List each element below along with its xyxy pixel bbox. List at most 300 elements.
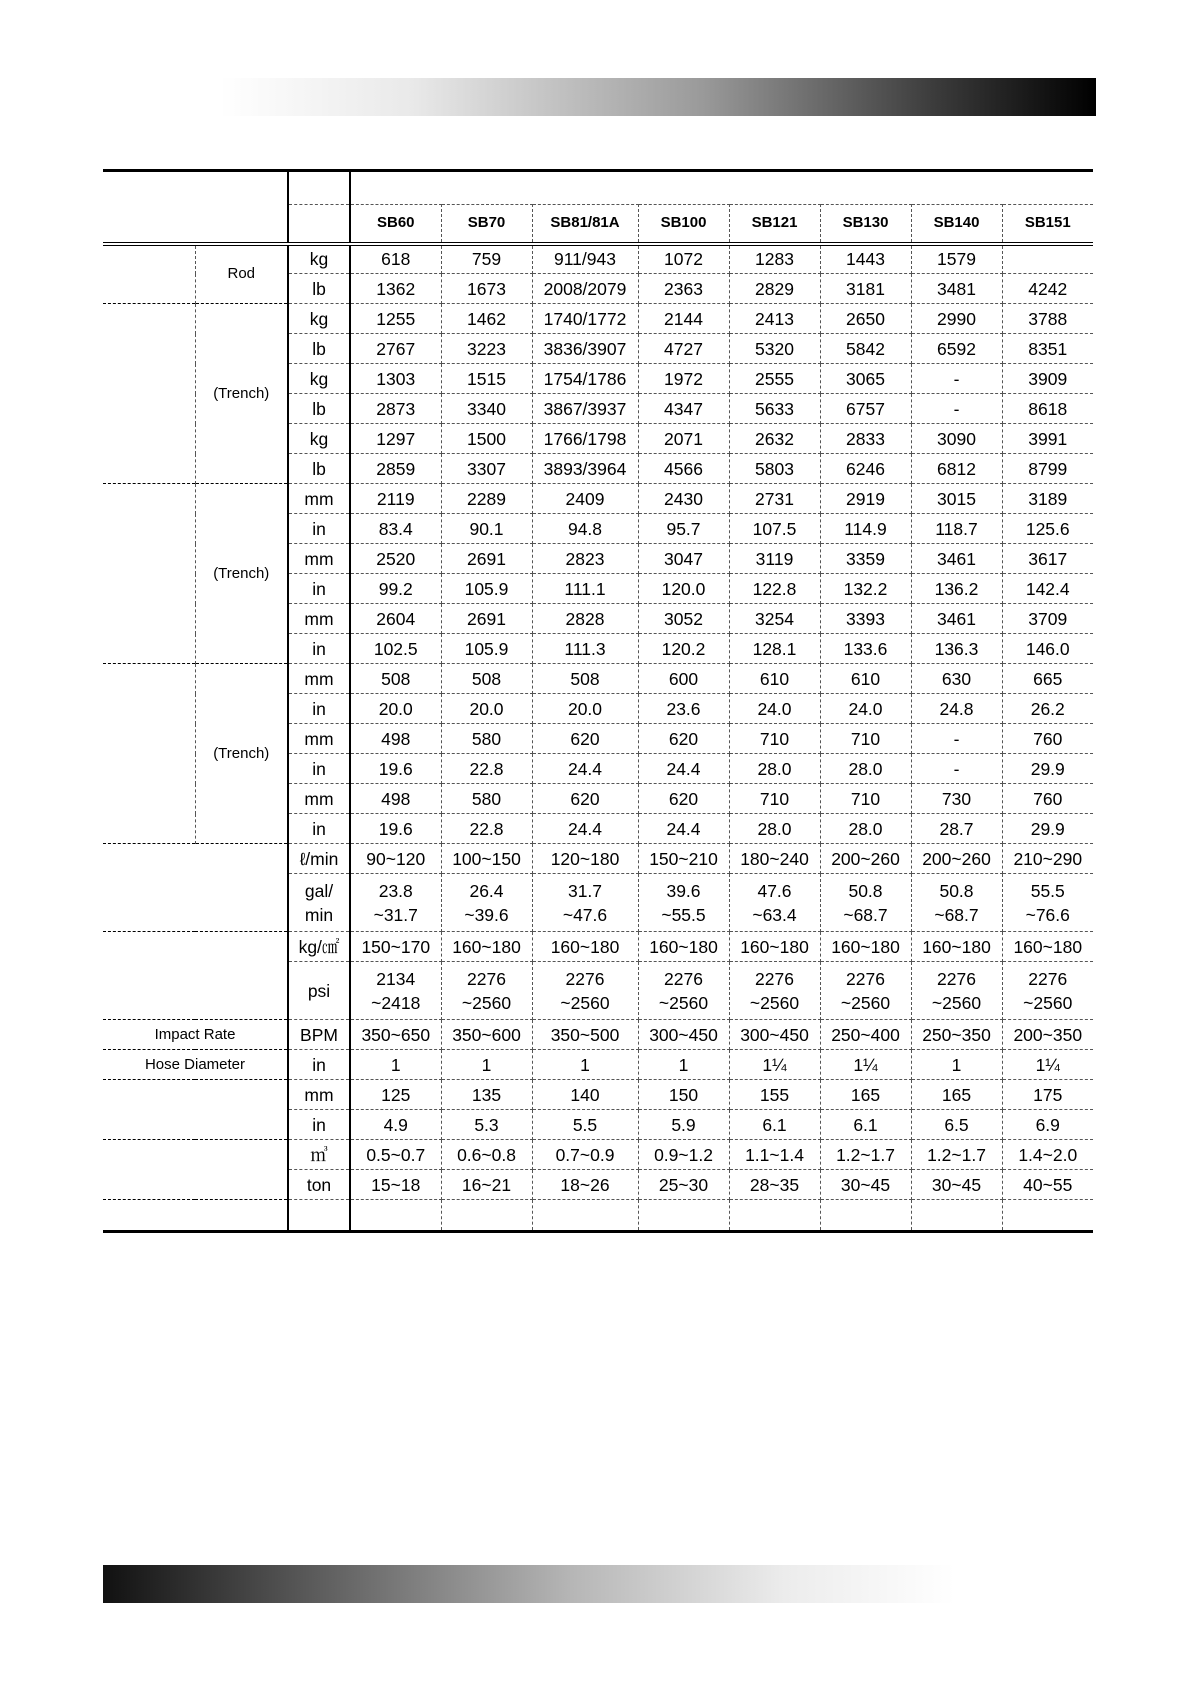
- value-cell: 3254: [729, 604, 820, 634]
- value-cell: 8799: [1002, 454, 1093, 484]
- value-cell: 0.7~0.9: [532, 1140, 638, 1170]
- value-cell: 120~180: [532, 844, 638, 874]
- spec-row: [103, 1080, 1093, 1110]
- value-cell: 8351: [1002, 334, 1093, 364]
- footer-cell: [441, 1200, 532, 1232]
- value-cell: 102.5: [350, 634, 441, 664]
- value-cell: 22.8: [441, 814, 532, 844]
- value-cell: 2276 ~2560: [820, 962, 911, 1020]
- unit-cell: mm: [288, 604, 350, 634]
- value-cell: 19.6: [350, 754, 441, 784]
- value-cell: 610: [820, 664, 911, 694]
- spec-row: [103, 784, 1093, 814]
- category-cell: [103, 484, 195, 664]
- value-cell: 3481: [911, 274, 1002, 304]
- value-cell: 2134 ~2418: [350, 962, 441, 1020]
- value-cell: 1500: [441, 424, 532, 454]
- unit-cell: kg: [288, 364, 350, 394]
- value-cell: -: [911, 394, 1002, 424]
- value-cell: 6.9: [1002, 1110, 1093, 1140]
- spec-row: [103, 1140, 1093, 1170]
- value-cell: 28.0: [729, 814, 820, 844]
- value-cell: 24.0: [729, 694, 820, 724]
- unit-cell: mm: [288, 724, 350, 754]
- value-cell: 200~260: [911, 844, 1002, 874]
- spec-row: [103, 544, 1093, 574]
- model-header: SB100: [638, 205, 729, 244]
- value-cell: 620: [638, 724, 729, 754]
- value-cell: 90.1: [441, 514, 532, 544]
- trench-label: (Trench): [195, 544, 288, 604]
- header-unit-blank: [288, 171, 350, 205]
- value-cell: 20.0: [441, 694, 532, 724]
- value-cell: 2873: [350, 394, 441, 424]
- model-header: SB130: [820, 205, 911, 244]
- value-cell: 2409: [532, 484, 638, 514]
- value-cell: 125: [350, 1080, 441, 1110]
- value-cell: 508: [532, 664, 638, 694]
- value-cell: 1754/1786: [532, 364, 638, 394]
- value-cell: 600: [638, 664, 729, 694]
- value-cell: 155: [729, 1080, 820, 1110]
- rod-label: Rod: [195, 244, 288, 304]
- unit-cell: kg: [288, 424, 350, 454]
- value-cell: 6812: [911, 454, 1002, 484]
- value-cell: 1: [911, 1050, 1002, 1080]
- value-cell: 122.8: [729, 574, 820, 604]
- value-cell: 2823: [532, 544, 638, 574]
- unit-cell: lb: [288, 454, 350, 484]
- sub-cell: [195, 664, 288, 724]
- value-cell: 136.2: [911, 574, 1002, 604]
- footer-cell: [911, 1200, 1002, 1232]
- value-cell: 23.6: [638, 694, 729, 724]
- unit-cell: in: [288, 514, 350, 544]
- value-cell: 30~45: [820, 1170, 911, 1200]
- value-cell: 3788: [1002, 304, 1093, 334]
- value-cell: 4566: [638, 454, 729, 484]
- category-cell: [103, 1140, 288, 1200]
- sub-cell: [195, 784, 288, 844]
- value-cell: 1¼: [1002, 1050, 1093, 1080]
- value-cell: 4242: [1002, 274, 1093, 304]
- value-cell: 26.4 ~39.6: [441, 874, 532, 932]
- value-cell: 350~650: [350, 1020, 441, 1050]
- value-cell: 5842: [820, 334, 911, 364]
- spec-row: [103, 304, 1093, 334]
- value-cell: 150~170: [350, 932, 441, 962]
- unit-cell: mm: [288, 544, 350, 574]
- value-cell: 24.4: [638, 754, 729, 784]
- category-cell: [103, 932, 288, 1020]
- value-cell: 3307: [441, 454, 532, 484]
- value-cell: 580: [441, 784, 532, 814]
- value-cell: 300~450: [638, 1020, 729, 1050]
- category-cell: [103, 1080, 288, 1140]
- value-cell: 200~350: [1002, 1020, 1093, 1050]
- model-header: SB140: [911, 205, 1002, 244]
- value-cell: -: [911, 724, 1002, 754]
- value-cell: 580: [441, 724, 532, 754]
- value-cell: 18~26: [532, 1170, 638, 1200]
- value-cell: 2691: [441, 544, 532, 574]
- value-cell: 2289: [441, 484, 532, 514]
- value-cell: 20.0: [532, 694, 638, 724]
- value-cell: 0.9~1.2: [638, 1140, 729, 1170]
- value-cell: 5320: [729, 334, 820, 364]
- header-cat: [103, 205, 288, 244]
- value-cell: 39.6 ~55.5: [638, 874, 729, 932]
- value-cell: 6246: [820, 454, 911, 484]
- value-cell: 2008/2079: [532, 274, 638, 304]
- spec-row: [103, 604, 1093, 634]
- value-cell: 24.4: [532, 814, 638, 844]
- value-cell: 3223: [441, 334, 532, 364]
- value-cell: 90~120: [350, 844, 441, 874]
- value-cell: 24.4: [638, 814, 729, 844]
- value-cell: 3393: [820, 604, 911, 634]
- value-cell: 350~500: [532, 1020, 638, 1050]
- value-cell: -: [911, 364, 1002, 394]
- value-cell: 1515: [441, 364, 532, 394]
- value-cell: 29.9: [1002, 814, 1093, 844]
- category-cell: [103, 664, 195, 844]
- value-cell: 135: [441, 1080, 532, 1110]
- value-cell: 710: [820, 724, 911, 754]
- spec-row: [103, 844, 1093, 874]
- value-cell: 2555: [729, 364, 820, 394]
- category-cell: [103, 304, 195, 484]
- value-cell: 160~180: [729, 932, 820, 962]
- value-cell: 6592: [911, 334, 1002, 364]
- unit-cell: gal/ min: [288, 874, 350, 932]
- unit-cell: lb: [288, 334, 350, 364]
- value-cell: 3709: [1002, 604, 1093, 634]
- value-cell: 250~350: [911, 1020, 1002, 1050]
- unit-cell: psi: [288, 962, 350, 1020]
- value-cell: 1: [350, 1050, 441, 1080]
- model-header: SB60: [350, 205, 441, 244]
- sub-cell: [195, 424, 288, 484]
- value-cell: 114.9: [820, 514, 911, 544]
- value-cell: 1: [638, 1050, 729, 1080]
- value-cell: 107.5: [729, 514, 820, 544]
- value-cell: 99.2: [350, 574, 441, 604]
- value-cell: 1.2~1.7: [820, 1140, 911, 1170]
- value-cell: 250~400: [820, 1020, 911, 1050]
- footer-cell: [729, 1200, 820, 1232]
- value-cell: 28.7: [911, 814, 1002, 844]
- value-cell: 1¼: [729, 1050, 820, 1080]
- unit-cell: ㎥: [288, 1140, 350, 1170]
- value-cell: 105.9: [441, 634, 532, 664]
- value-cell: 1.4~2.0: [1002, 1140, 1093, 1170]
- value-cell: 24.0: [820, 694, 911, 724]
- value-cell: 28.0: [820, 814, 911, 844]
- value-cell: 3893/3964: [532, 454, 638, 484]
- value-cell: 142.4: [1002, 574, 1093, 604]
- value-cell: 31.7 ~47.6: [532, 874, 638, 932]
- sub-cell: [195, 604, 288, 664]
- footer-blank: [103, 1200, 288, 1232]
- value-cell: 28~35: [729, 1170, 820, 1200]
- value-cell: 6.1: [729, 1110, 820, 1140]
- unit-cell: in: [288, 574, 350, 604]
- value-cell: 3340: [441, 394, 532, 424]
- value-cell: 2276 ~2560: [441, 962, 532, 1020]
- value-cell: 23.8 ~31.7: [350, 874, 441, 932]
- value-cell: 50.8 ~68.7: [820, 874, 911, 932]
- value-cell: 120.0: [638, 574, 729, 604]
- value-cell: 2604: [350, 604, 441, 634]
- value-cell: 1: [441, 1050, 532, 1080]
- category-cell: [103, 844, 288, 932]
- value-cell: 2363: [638, 274, 729, 304]
- value-cell: 2430: [638, 484, 729, 514]
- value-cell: 730: [911, 784, 1002, 814]
- value-cell: 2828: [532, 604, 638, 634]
- sub-cell: [195, 304, 288, 364]
- value-cell: 15~18: [350, 1170, 441, 1200]
- header-unit: [288, 205, 350, 244]
- value-cell: 1255: [350, 304, 441, 334]
- value-cell: 710: [820, 784, 911, 814]
- value-cell: 3867/3937: [532, 394, 638, 424]
- value-cell: 160~180: [820, 932, 911, 962]
- value-cell: 1.1~1.4: [729, 1140, 820, 1170]
- footer-unit-blank: [288, 1200, 350, 1232]
- value-cell: 2276 ~2560: [638, 962, 729, 1020]
- unit-cell: kg/㎠: [288, 932, 350, 962]
- value-cell: 3189: [1002, 484, 1093, 514]
- value-cell: 8618: [1002, 394, 1093, 424]
- value-cell: 125.6: [1002, 514, 1093, 544]
- value-cell: 1443: [820, 244, 911, 274]
- model-header: SB81/81A: [532, 205, 638, 244]
- value-cell: 2833: [820, 424, 911, 454]
- footer-cell: [638, 1200, 729, 1232]
- value-cell: 710: [729, 724, 820, 754]
- value-cell: 2520: [350, 544, 441, 574]
- model-header: SB70: [441, 205, 532, 244]
- value-cell: 118.7: [911, 514, 1002, 544]
- unit-cell: kg: [288, 244, 350, 274]
- unit-cell: lb: [288, 274, 350, 304]
- top-gradient-band: [220, 78, 1096, 116]
- spec-row: [103, 1050, 1093, 1080]
- sub-cell: [195, 484, 288, 544]
- value-cell: 1¼: [820, 1050, 911, 1080]
- value-cell: 128.1: [729, 634, 820, 664]
- value-cell: 111.3: [532, 634, 638, 664]
- value-cell: 3617: [1002, 544, 1093, 574]
- spec-row: [103, 932, 1093, 962]
- spec-row: [103, 724, 1093, 754]
- unit-cell: BPM: [288, 1020, 350, 1050]
- spec-row: [103, 424, 1093, 454]
- value-cell: 150: [638, 1080, 729, 1110]
- unit-cell: mm: [288, 784, 350, 814]
- value-cell: 50.8 ~68.7: [911, 874, 1002, 932]
- value-cell: 3461: [911, 544, 1002, 574]
- value-cell: 94.8: [532, 514, 638, 544]
- value-cell: 710: [729, 784, 820, 814]
- value-cell: 508: [441, 664, 532, 694]
- value-cell: 105.9: [441, 574, 532, 604]
- value-cell: 22.8: [441, 754, 532, 784]
- category-cell: [103, 244, 195, 304]
- value-cell: 146.0: [1002, 634, 1093, 664]
- value-cell: 24.4: [532, 754, 638, 784]
- spec-table: [103, 169, 1093, 1233]
- unit-cell: in: [288, 1050, 350, 1080]
- value-cell: 133.6: [820, 634, 911, 664]
- model-header: SB121: [729, 205, 820, 244]
- spec-row: [103, 484, 1093, 514]
- value-cell: 3015: [911, 484, 1002, 514]
- value-cell: 100~150: [441, 844, 532, 874]
- value-cell: 0.6~0.8: [441, 1140, 532, 1170]
- value-cell: 160~180: [638, 932, 729, 962]
- value-cell: 175: [1002, 1080, 1093, 1110]
- value-cell: 20.0: [350, 694, 441, 724]
- value-cell: 665: [1002, 664, 1093, 694]
- model-header: SB151: [1002, 205, 1093, 244]
- header-title-blank: [350, 171, 1093, 205]
- value-cell: 760: [1002, 784, 1093, 814]
- value-cell: 4.9: [350, 1110, 441, 1140]
- value-cell: 2859: [350, 454, 441, 484]
- value-cell: 160~180: [1002, 932, 1093, 962]
- value-cell: 210~290: [1002, 844, 1093, 874]
- value-cell: 160~180: [441, 932, 532, 962]
- value-cell: 25~30: [638, 1170, 729, 1200]
- value-cell: 1: [532, 1050, 638, 1080]
- value-cell: 6.5: [911, 1110, 1002, 1140]
- value-cell: 2650: [820, 304, 911, 334]
- spec-row: [103, 1020, 1093, 1050]
- value-cell: 1462: [441, 304, 532, 334]
- unit-cell: in: [288, 694, 350, 724]
- value-cell: 28.0: [729, 754, 820, 784]
- header-blank: [103, 171, 288, 205]
- unit-cell: ℓ/min: [288, 844, 350, 874]
- unit-cell: in: [288, 814, 350, 844]
- value-cell: 24.8: [911, 694, 1002, 724]
- value-cell: 2691: [441, 604, 532, 634]
- unit-cell: lb: [288, 394, 350, 424]
- value-cell: 19.6: [350, 814, 441, 844]
- value-cell: 30~45: [911, 1170, 1002, 1200]
- spec-row: [103, 364, 1093, 394]
- value-cell: 2276 ~2560: [729, 962, 820, 1020]
- value-cell: 350~600: [441, 1020, 532, 1050]
- value-cell: 6757: [820, 394, 911, 424]
- value-cell: 3461: [911, 604, 1002, 634]
- value-cell: 2071: [638, 424, 729, 454]
- value-cell: 5.5: [532, 1110, 638, 1140]
- value-cell: 5803: [729, 454, 820, 484]
- value-cell: 2731: [729, 484, 820, 514]
- value-cell: 4727: [638, 334, 729, 364]
- value-cell: 28.0: [820, 754, 911, 784]
- value-cell: 5.3: [441, 1110, 532, 1140]
- impact-rate-label: Impact Rate: [103, 1020, 288, 1050]
- value-cell: 3991: [1002, 424, 1093, 454]
- spec-row: [103, 664, 1093, 694]
- value-cell: -: [911, 754, 1002, 784]
- footer-cell: [1002, 1200, 1093, 1232]
- bottom-gradient-band: [103, 1565, 955, 1603]
- value-cell: 1072: [638, 244, 729, 274]
- value-cell: 29.9: [1002, 754, 1093, 784]
- spec-row: [103, 244, 1093, 274]
- value-cell: 3047: [638, 544, 729, 574]
- value-cell: 0.5~0.7: [350, 1140, 441, 1170]
- value-cell: 1579: [911, 244, 1002, 274]
- hose-diameter-label: Hose Diameter: [103, 1050, 288, 1080]
- value-cell: 3836/3907: [532, 334, 638, 364]
- value-cell: 620: [532, 724, 638, 754]
- value-cell: 620: [532, 784, 638, 814]
- unit-cell: in: [288, 754, 350, 784]
- value-cell: 2276 ~2560: [1002, 962, 1093, 1020]
- value-cell: 120.2: [638, 634, 729, 664]
- value-cell: 55.5 ~76.6: [1002, 874, 1093, 932]
- value-cell: 3181: [820, 274, 911, 304]
- value-cell: 620: [638, 784, 729, 814]
- value-cell: 760: [1002, 724, 1093, 754]
- trench-label: (Trench): [195, 364, 288, 424]
- unit-cell: mm: [288, 664, 350, 694]
- value-cell: 2144: [638, 304, 729, 334]
- value-cell: 3359: [820, 544, 911, 574]
- value-cell: 26.2: [1002, 694, 1093, 724]
- value-cell: 1972: [638, 364, 729, 394]
- value-cell: 3909: [1002, 364, 1093, 394]
- footer-cell: [532, 1200, 638, 1232]
- value-cell: 610: [729, 664, 820, 694]
- value-cell: 2276 ~2560: [532, 962, 638, 1020]
- value-cell: 5.9: [638, 1110, 729, 1140]
- value-cell: 630: [911, 664, 1002, 694]
- value-cell: 16~21: [441, 1170, 532, 1200]
- value-cell: 2119: [350, 484, 441, 514]
- value-cell: 165: [820, 1080, 911, 1110]
- value-cell: 165: [911, 1080, 1002, 1110]
- footer-cell: [350, 1200, 441, 1232]
- value-cell: 2413: [729, 304, 820, 334]
- value-cell: 1297: [350, 424, 441, 454]
- unit-cell: in: [288, 1110, 350, 1140]
- value-cell: 2767: [350, 334, 441, 364]
- value-cell: 3090: [911, 424, 1002, 454]
- value-cell: 498: [350, 724, 441, 754]
- value-cell: 150~210: [638, 844, 729, 874]
- value-cell: 300~450: [729, 1020, 820, 1050]
- value-cell: 1362: [350, 274, 441, 304]
- value-cell: 1.2~1.7: [911, 1140, 1002, 1170]
- value-cell: 1766/1798: [532, 424, 638, 454]
- value-cell: 132.2: [820, 574, 911, 604]
- value-cell: 2276 ~2560: [911, 962, 1002, 1020]
- value-cell: 111.1: [532, 574, 638, 604]
- unit-cell: ton: [288, 1170, 350, 1200]
- value-cell: 2829: [729, 274, 820, 304]
- unit-cell: mm: [288, 1080, 350, 1110]
- value-cell: [1002, 244, 1093, 274]
- value-cell: 508: [350, 664, 441, 694]
